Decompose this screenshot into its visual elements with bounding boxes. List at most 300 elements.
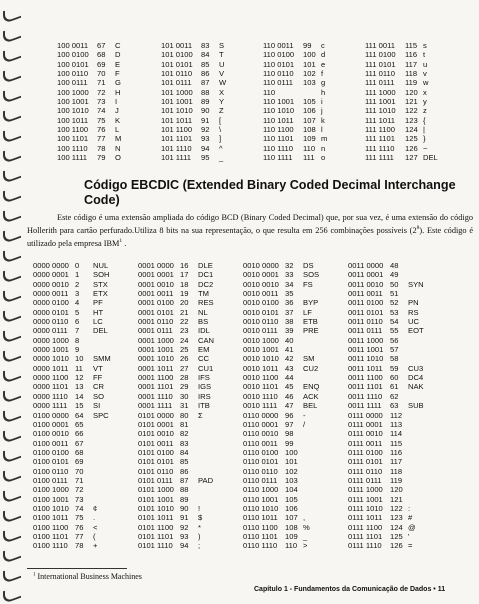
symbol-cell: x (423, 87, 427, 97)
decimal-cell: 97 (285, 419, 294, 429)
table-row (33, 448, 451, 457)
symbol-cell: % (303, 522, 310, 532)
symbol-cell: DLE (198, 261, 213, 270)
binary-cell: 0100 0000 (33, 410, 69, 420)
symbol-cell: l (321, 125, 323, 135)
binary-cell: 110 0101 (263, 59, 295, 69)
binary-cell: 0010 0001 (243, 270, 279, 280)
spiral-ring (3, 85, 21, 105)
symbol-cell: PF (93, 298, 103, 308)
symbol-cell: UC (408, 317, 419, 327)
spiral-ring (3, 205, 21, 225)
decimal-cell: 30 (180, 391, 189, 401)
decimal-cell: 70 (75, 466, 84, 476)
decimal-cell: 108 (285, 522, 298, 532)
table-row (33, 429, 451, 438)
symbol-cell: W (219, 78, 227, 88)
decimal-cell: 126 (405, 143, 418, 153)
decimal-cell: 88 (180, 485, 189, 495)
symbol-cell: C (115, 41, 121, 50)
decimal-cell: 19 (180, 289, 189, 299)
binary-cell: 101 1110 (161, 143, 192, 153)
spiral-ring (3, 145, 21, 165)
decimal-cell: 8 (75, 335, 80, 345)
binary-cell: 0001 0000 (138, 261, 174, 270)
binary-cell: 0001 0101 (138, 307, 174, 317)
symbol-cell: , (303, 513, 306, 523)
binary-cell: 0010 1011 (243, 363, 279, 373)
binary-cell: 0001 0100 (138, 298, 174, 308)
binary-cell: 0100 0110 (33, 466, 69, 476)
binary-cell: 0100 1110 (33, 541, 68, 551)
symbol-cell: DC2 (198, 279, 214, 289)
symbol-cell: DEL (423, 153, 438, 163)
binary-cell: 0010 1010 (243, 354, 279, 364)
binary-cell: 0011 0110 (348, 317, 383, 327)
symbol-cell: LF (303, 307, 312, 317)
decimal-cell: 122 (390, 503, 403, 513)
binary-cell: 111 1000 (365, 87, 396, 97)
decimal-cell: 45 (285, 382, 294, 392)
binary-cell: 111 0100 (365, 50, 396, 60)
binary-cell: 0111 0110 (348, 466, 383, 476)
binary-cell: 0000 0101 (33, 307, 69, 317)
decimal-cell: 94 (180, 541, 189, 551)
decimal-cell: 24 (180, 335, 189, 345)
symbol-cell: * (198, 522, 201, 532)
decimal-cell: 122 (405, 106, 418, 116)
binary-cell: 111 0110 (365, 69, 395, 79)
binary-cell: 111 1011 (365, 115, 395, 125)
symbol-cell: L (115, 125, 120, 135)
table-row (33, 261, 451, 270)
table-row (33, 308, 451, 317)
decimal-cell: 93 (201, 134, 210, 144)
decimal-cell: 35 (285, 289, 294, 299)
decimal-cell: 62 (390, 391, 399, 401)
decimal-cell: 11 (75, 363, 83, 373)
binary-cell: 0101 1100 (138, 522, 174, 532)
decimal-cell: 55 (390, 326, 399, 336)
spiral-ring (3, 385, 21, 405)
binary-cell: 110 1100 (263, 125, 294, 135)
decimal-cell: 37 (285, 307, 294, 317)
binary-cell: 101 1011 (161, 115, 193, 125)
table-row (57, 97, 459, 106)
symbol-cell: BYP (303, 298, 319, 308)
binary-cell: 110 0111 (263, 78, 293, 88)
symbol-cell: SM (303, 354, 315, 364)
decimal-cell: 123 (405, 115, 418, 125)
symbol-cell: } (423, 134, 426, 144)
decimal-cell: 31 (180, 401, 189, 411)
table-row (33, 411, 451, 420)
decimal-cell: 120 (405, 87, 418, 97)
spiral-ring (3, 485, 21, 505)
symbol-cell: CR (93, 382, 104, 392)
symbol-cell: t (423, 50, 426, 60)
binary-cell: 0101 0110 (138, 466, 174, 476)
binary-cell: 0110 0011 (243, 438, 278, 448)
binary-cell: 0001 0110 (138, 317, 174, 327)
binary-cell: 0100 1010 (33, 503, 69, 513)
binary-cell: 0100 0001 (33, 419, 69, 429)
decimal-cell: 93 (180, 531, 189, 541)
decimal-cell: 109 (303, 134, 316, 144)
symbol-cell: I (115, 97, 118, 107)
symbol-cell: BS (198, 317, 209, 327)
binary-cell: 0111 1001 (348, 494, 383, 504)
binary-cell: 101 0111 (161, 78, 192, 88)
decimal-cell: 65 (75, 419, 84, 429)
decimal-cell: 99 (285, 438, 294, 448)
decimal-cell: 101 (303, 59, 316, 69)
binary-cell: 100 0111 (57, 78, 88, 88)
binary-cell: 0111 1011 (348, 513, 383, 523)
symbol-cell: ENQ (303, 382, 320, 392)
binary-cell: 0110 1010 (243, 503, 279, 513)
spiral-ring (3, 525, 21, 545)
binary-cell: 0100 1000 (33, 485, 69, 495)
binary-cell: 100 1011 (57, 115, 89, 125)
binary-cell: 0110 0111 (243, 475, 278, 485)
symbol-cell: d (321, 50, 326, 60)
symbol-cell: ) (198, 531, 201, 541)
binary-cell: 0011 0001 (348, 270, 384, 280)
table-row (33, 345, 451, 354)
decimal-cell: 90 (180, 503, 189, 513)
symbol-cell: ! (198, 503, 201, 513)
decimal-cell: 113 (390, 419, 403, 429)
spiral-ring (3, 245, 21, 265)
decimal-cell: 125 (390, 531, 403, 541)
decimal-cell: 117 (390, 457, 403, 467)
symbol-cell: NUL (93, 261, 109, 270)
spiral-ring (3, 465, 21, 485)
binary-cell: 100 1100 (57, 125, 89, 135)
decimal-cell: 116 (405, 50, 418, 60)
decimal-cell: 102 (285, 466, 298, 476)
decimal-cell: 71 (97, 78, 106, 88)
binary-cell: 0010 0101 (243, 307, 279, 317)
decimal-cell: 78 (75, 541, 84, 551)
table-row (57, 60, 459, 69)
decimal-cell: 2 (75, 279, 80, 289)
symbol-cell: IFS (198, 373, 210, 383)
symbol-cell: Σ (198, 410, 203, 420)
symbol-cell: K (115, 115, 121, 125)
symbol-cell: G (115, 78, 121, 88)
decimal-cell: 69 (97, 59, 106, 69)
table-row (33, 336, 451, 345)
decimal-cell: 70 (97, 69, 106, 79)
decimal-cell: 44 (285, 373, 294, 383)
decimal-cell: 27 (180, 363, 189, 373)
table-row (57, 88, 459, 97)
decimal-cell: 86 (180, 466, 189, 476)
table-row (33, 280, 451, 289)
decimal-cell: 66 (75, 429, 84, 439)
symbol-cell: VT (93, 363, 103, 373)
symbol-cell: N (115, 143, 121, 153)
symbol-cell: u (423, 59, 428, 69)
binary-cell: 110 0011 (263, 41, 294, 50)
binary-cell: 110 1111 (263, 153, 293, 163)
binary-cell: 0111 1010 (348, 503, 383, 513)
symbol-cell: E (115, 59, 121, 69)
decimal-cell: 103 (285, 475, 298, 485)
binary-cell: 110 1001 (263, 97, 295, 107)
decimal-cell: 57 (390, 345, 399, 355)
decimal-cell: 53 (390, 307, 399, 317)
symbol-cell: h (321, 87, 326, 97)
binary-cell: 0011 0101 (348, 307, 384, 317)
decimal-cell: 5 (75, 307, 80, 317)
table-row (57, 78, 459, 87)
symbol-cell: DC4 (408, 373, 424, 383)
symbol-cell: BEL (303, 401, 318, 411)
binary-cell: 0000 1101 (33, 382, 69, 392)
decimal-cell: 98 (285, 429, 294, 439)
decimal-cell: 123 (390, 513, 403, 523)
symbol-cell: m (321, 134, 328, 144)
binary-cell: 0001 0111 (138, 326, 173, 336)
binary-cell: 0101 0101 (138, 457, 174, 467)
binary-cell: 111 0101 (365, 59, 396, 69)
decimal-cell: 92 (201, 125, 210, 135)
binary-cell: 0110 0110 (243, 466, 278, 476)
spiral-ring (3, 65, 21, 85)
binary-cell: 0111 0101 (348, 457, 383, 467)
spiral-binding (0, 0, 26, 600)
binary-cell: 101 1101 (161, 134, 193, 144)
decimal-cell: 71 (75, 475, 84, 485)
binary-cell: 110 1010 (263, 106, 295, 116)
spiral-ring (3, 585, 21, 604)
binary-cell: 0001 1101 (138, 382, 174, 392)
binary-cell: 0101 1001 (138, 494, 174, 504)
decimal-cell: 100 (285, 447, 298, 457)
binary-cell: 100 0100 (57, 50, 89, 60)
binary-cell: 0001 0011 (138, 289, 174, 299)
decimal-cell: 115 (405, 41, 418, 50)
decimal-cell: 84 (201, 50, 210, 60)
binary-cell: 0101 0111 (138, 475, 173, 485)
binary-cell: 101 1111 (161, 153, 191, 163)
symbol-cell: ETX (93, 289, 108, 299)
binary-cell: 0011 1001 (348, 345, 384, 355)
symbol-cell: . (93, 513, 96, 523)
binary-cell: 111 1110 (365, 143, 395, 153)
binary-cell: 111 1101 (365, 134, 395, 144)
decimal-cell: 10 (75, 354, 84, 364)
binary-cell: 0000 0011 (33, 289, 69, 299)
symbol-cell: CC (198, 354, 209, 364)
decimal-cell: 15 (75, 401, 84, 411)
symbol-cell: EOT (408, 326, 424, 336)
binary-cell: 110 1101 (263, 134, 294, 144)
binary-cell: 0110 0101 (243, 457, 279, 467)
symbol-cell: z (423, 106, 427, 116)
decimal-cell: 23 (180, 326, 189, 336)
binary-cell: 0110 1101 (243, 531, 278, 541)
symbol-cell: ~ (423, 143, 428, 153)
decimal-cell: 36 (285, 298, 294, 308)
binary-cell: 100 1010 (57, 106, 89, 116)
binary-cell: 0001 1000 (138, 335, 174, 345)
spiral-ring (3, 5, 21, 25)
spiral-ring (3, 505, 21, 525)
symbol-cell: STX (93, 279, 108, 289)
decimal-cell: 82 (180, 429, 189, 439)
decimal-cell: 32 (285, 261, 294, 270)
binary-cell: 101 0101 (161, 59, 193, 69)
binary-cell: 0000 0000 (33, 261, 69, 270)
decimal-cell: 108 (303, 125, 316, 135)
spiral-ring (3, 25, 21, 45)
decimal-cell: 106 (285, 503, 298, 513)
decimal-cell: 3 (75, 289, 80, 299)
decimal-cell: 127 (405, 153, 418, 163)
binary-cell: 0110 1100 (243, 522, 278, 532)
symbol-cell: SUB (408, 401, 424, 411)
decimal-cell: 77 (75, 531, 84, 541)
binary-cell: 0011 0010 (348, 279, 384, 289)
binary-cell: 0001 1100 (138, 373, 174, 383)
symbol-cell: PAD (198, 475, 214, 485)
decimal-cell: 124 (405, 125, 418, 135)
spiral-ring (3, 405, 21, 425)
symbol-cell: HT (93, 307, 104, 317)
decimal-cell: 121 (390, 494, 403, 504)
paragraph-exponent: 8 (416, 225, 420, 231)
binary-cell: 0000 0001 (33, 270, 69, 280)
symbol-cell: g (321, 78, 326, 88)
symbol-cell: U (219, 59, 225, 69)
binary-cell: 0000 1001 (33, 345, 69, 355)
decimal-cell: 47 (285, 401, 294, 411)
decimal-cell: 61 (390, 382, 399, 392)
binary-cell: 0111 0111 (348, 475, 382, 485)
table-row (33, 439, 451, 448)
decimal-cell: 40 (285, 335, 294, 345)
table-row (33, 420, 451, 429)
table-row (57, 69, 459, 78)
decimal-cell: 119 (390, 475, 403, 485)
symbol-cell: PRE (303, 326, 319, 336)
binary-cell: 0110 1000 (243, 485, 279, 495)
binary-cell: 100 0011 (57, 41, 89, 50)
footnote-divider (27, 568, 127, 569)
table-row (33, 382, 451, 391)
symbol-cell: O (115, 153, 121, 163)
decimal-cell: 118 (405, 69, 418, 79)
decimal-cell: 91 (201, 115, 210, 125)
decimal-cell: 105 (285, 494, 298, 504)
decimal-cell: 84 (180, 447, 189, 457)
decimal-cell: 52 (390, 298, 399, 308)
decimal-cell: 124 (390, 522, 403, 532)
decimal-cell: 126 (390, 541, 403, 551)
decimal-cell: 16 (180, 261, 189, 270)
decimal-cell: 81 (180, 419, 189, 429)
symbol-cell: J (115, 106, 119, 116)
symbol-cell: y (423, 97, 427, 107)
binary-cell: 101 1001 (161, 97, 193, 107)
table-row (33, 354, 451, 363)
symbol-cell: + (93, 541, 98, 551)
symbol-cell: V (219, 69, 225, 79)
decimal-cell: 17 (180, 270, 189, 280)
symbol-cell: n (321, 143, 326, 153)
symbol-cell: e (321, 59, 326, 69)
decimal-cell: 12 (75, 373, 84, 383)
symbol-cell: @ (408, 522, 416, 532)
binary-cell: 0000 1011 (33, 363, 69, 373)
decimal-cell: 64 (75, 410, 84, 420)
binary-cell: 0011 1011 (348, 363, 383, 373)
symbol-cell: { (423, 115, 426, 125)
table-row (33, 317, 451, 326)
symbol-cell: / (303, 419, 306, 429)
page-footer: Capítulo 1 - Fundamentos da Comunicação de Dados • 11 (254, 586, 446, 593)
table-row (33, 541, 451, 550)
table-row (33, 289, 451, 298)
decimal-cell: 85 (201, 59, 210, 69)
binary-cell: 100 1110 (57, 143, 88, 153)
binary-cell: 0011 1101 (348, 382, 383, 392)
symbol-cell: ^ (219, 143, 223, 153)
decimal-cell: 69 (75, 457, 84, 467)
decimal-cell: 75 (75, 513, 84, 523)
binary-cell: 101 1000 (161, 87, 193, 97)
decimal-cell: 48 (390, 261, 399, 270)
table-row (57, 153, 459, 162)
binary-cell: 0000 0100 (33, 298, 69, 308)
binary-cell: 0011 1010 (348, 354, 384, 364)
decimal-cell: 125 (405, 134, 418, 144)
binary-cell: 0110 0001 (243, 419, 279, 429)
footnote-mark: 1 (33, 572, 36, 578)
decimal-cell: 115 (390, 438, 403, 448)
binary-cell: 100 1000 (57, 87, 89, 97)
decimal-cell: 121 (405, 97, 418, 107)
decimal-cell: 75 (97, 115, 106, 125)
decimal-cell: 110 (303, 143, 316, 153)
binary-cell: 0000 1110 (33, 391, 68, 401)
spiral-ring (3, 45, 21, 65)
binary-cell: 0101 0100 (138, 447, 174, 457)
decimal-cell: 41 (285, 345, 294, 355)
binary-cell: 0000 1111 (33, 401, 68, 411)
symbol-cell: DC1 (198, 270, 214, 280)
decimal-cell: 9 (75, 345, 80, 355)
symbol-cell: ; (198, 541, 201, 551)
decimal-cell: 88 (201, 87, 210, 97)
symbol-cell: T (219, 50, 224, 60)
decimal-cell: 100 (303, 50, 316, 60)
decimal-cell: 83 (180, 438, 189, 448)
decimal-cell: 56 (390, 335, 399, 345)
symbol-cell: : (408, 503, 411, 513)
binary-cell: 110 0100 (263, 50, 295, 60)
table-row (57, 41, 459, 50)
binary-cell: 0111 0001 (348, 419, 383, 429)
binary-cell: 0100 1001 (33, 494, 69, 504)
symbol-cell: _ (219, 153, 224, 163)
symbol-cell: SOH (93, 270, 110, 280)
binary-cell: 101 0011 (161, 41, 193, 50)
